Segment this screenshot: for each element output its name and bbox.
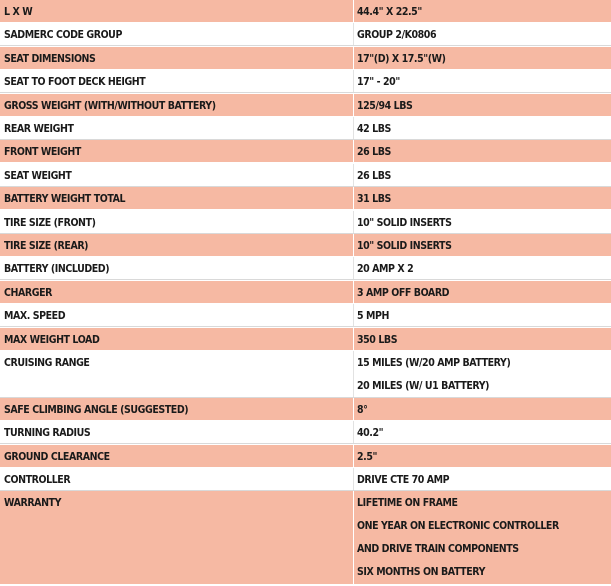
spec-label: BATTERY WEIGHT TOTAL	[4, 192, 126, 205]
spec-value-line: 10" SOLID INSERTS	[357, 239, 452, 252]
spec-label: TURNING RADIUS	[4, 426, 91, 439]
spec-value-line: DRIVE CTE 70 AMP	[357, 473, 450, 486]
spec-row	[0, 70, 611, 93]
column-divider	[353, 234, 354, 256]
column-divider	[353, 421, 354, 443]
spec-label: SADMERC CODE GROUP	[4, 28, 122, 41]
spec-value-line: 2.5"	[357, 450, 377, 463]
spec-value-line: 5 MPH	[357, 309, 389, 322]
spec-label: SEAT TO FOOT DECK HEIGHT	[4, 75, 146, 88]
spec-label: CRUISING RANGE	[4, 356, 90, 369]
column-divider	[353, 211, 354, 233]
spec-row	[0, 47, 611, 70]
spec-row	[0, 468, 611, 491]
spec-value	[357, 424, 611, 447]
spec-value-line: 8°	[357, 403, 368, 416]
column-divider	[353, 140, 354, 162]
spec-value-line: 3 AMP OFF BOARD	[357, 286, 450, 299]
spec-value	[357, 494, 611, 586]
spec-value-line: GROUP 2/K0806	[357, 28, 437, 41]
spec-row	[0, 94, 611, 117]
column-divider	[353, 328, 354, 350]
spec-value-line: 10" SOLID INSERTS	[357, 216, 452, 229]
spec-label: L X W	[4, 5, 33, 18]
spec-label: REAR WEIGHT	[4, 122, 74, 135]
column-divider	[353, 468, 354, 490]
spec-value-line: 40.2"	[357, 426, 384, 439]
spec-label: GROSS WEIGHT (WITH/WITHOUT BATTERY)	[4, 99, 216, 112]
spec-label: WARRANTY	[4, 496, 62, 509]
spec-row	[0, 0, 611, 23]
spec-label: MAX WEIGHT LOAD	[4, 333, 100, 346]
spec-value	[357, 260, 611, 283]
spec-value-line: AND DRIVE TRAIN COMPONENTS	[357, 541, 519, 555]
spec-row	[0, 257, 611, 280]
spec-row	[0, 398, 611, 421]
spec-row	[0, 304, 611, 327]
spec-value	[357, 190, 611, 213]
spec-row	[0, 187, 611, 210]
column-divider	[353, 257, 354, 279]
spec-label: TIRE SIZE (FRONT)	[4, 216, 96, 229]
spec-value-line: 125/94 LBS	[357, 99, 413, 112]
spec-value	[357, 307, 611, 330]
column-divider	[353, 23, 354, 45]
column-divider	[353, 351, 354, 397]
spec-value-line: 20 AMP X 2	[357, 262, 414, 275]
spec-label: GROUND CLEARANCE	[4, 450, 110, 463]
column-divider	[353, 281, 354, 303]
spec-row	[0, 117, 611, 140]
spec-row	[0, 491, 611, 585]
column-divider	[353, 164, 354, 186]
spec-row	[0, 421, 611, 444]
spec-value-line: 350 LBS	[357, 333, 398, 346]
spec-value-line: LIFETIME ON FRAME	[357, 496, 458, 509]
column-divider	[353, 94, 354, 116]
spec-value-line: 42 LBS	[357, 122, 391, 135]
spec-row	[0, 328, 611, 351]
spec-label: BATTERY (INCLUDED)	[4, 262, 110, 275]
column-divider	[353, 187, 354, 209]
spec-value-line: 17" - 20"	[357, 75, 400, 88]
column-divider	[353, 304, 354, 326]
spec-label: CHARGER	[4, 286, 52, 299]
spec-row	[0, 164, 611, 187]
column-divider	[353, 491, 354, 584]
spec-value-line: 20 MILES (W/ U1 BATTERY)	[357, 378, 490, 392]
spec-value-line: 31 LBS	[357, 192, 391, 205]
spec-value	[357, 354, 611, 400]
spec-value	[357, 26, 611, 49]
spec-value	[357, 143, 611, 166]
spec-value-line: 26 LBS	[357, 145, 391, 158]
spec-row	[0, 211, 611, 234]
column-divider	[353, 70, 354, 92]
spec-value-line: 26 LBS	[357, 169, 391, 182]
spec-row	[0, 234, 611, 257]
spec-label: SEAT WEIGHT	[4, 169, 72, 182]
spec-label: SEAT DIMENSIONS	[4, 52, 96, 65]
spec-row	[0, 281, 611, 304]
spec-row	[0, 445, 611, 468]
spec-row	[0, 351, 611, 398]
spec-label: MAX. SPEED	[4, 309, 66, 322]
spec-label: TIRE SIZE (REAR)	[4, 239, 89, 252]
spec-value-line: 44.4" X 22.5"	[357, 5, 422, 18]
spec-label: SAFE CLIMBING ANGLE (SUGGESTED)	[4, 403, 189, 416]
column-divider	[353, 398, 354, 420]
spec-value	[357, 73, 611, 96]
spec-label: CONTROLLER	[4, 473, 71, 486]
spec-value-line: SIX MONTHS ON BATTERY	[357, 564, 485, 578]
column-divider	[353, 0, 354, 22]
spec-row	[0, 140, 611, 163]
spec-row	[0, 23, 611, 46]
column-divider	[353, 445, 354, 467]
column-divider	[353, 117, 354, 139]
column-divider	[353, 47, 354, 69]
spec-value-line: ONE YEAR ON ELECTRONIC CONTROLLER	[357, 518, 559, 532]
spec-value-line: 17"(D) X 17.5"(W)	[357, 52, 446, 65]
spec-value-line: 15 MILES (W/20 AMP BATTERY)	[357, 356, 511, 369]
spec-label: FRONT WEIGHT	[4, 145, 81, 158]
